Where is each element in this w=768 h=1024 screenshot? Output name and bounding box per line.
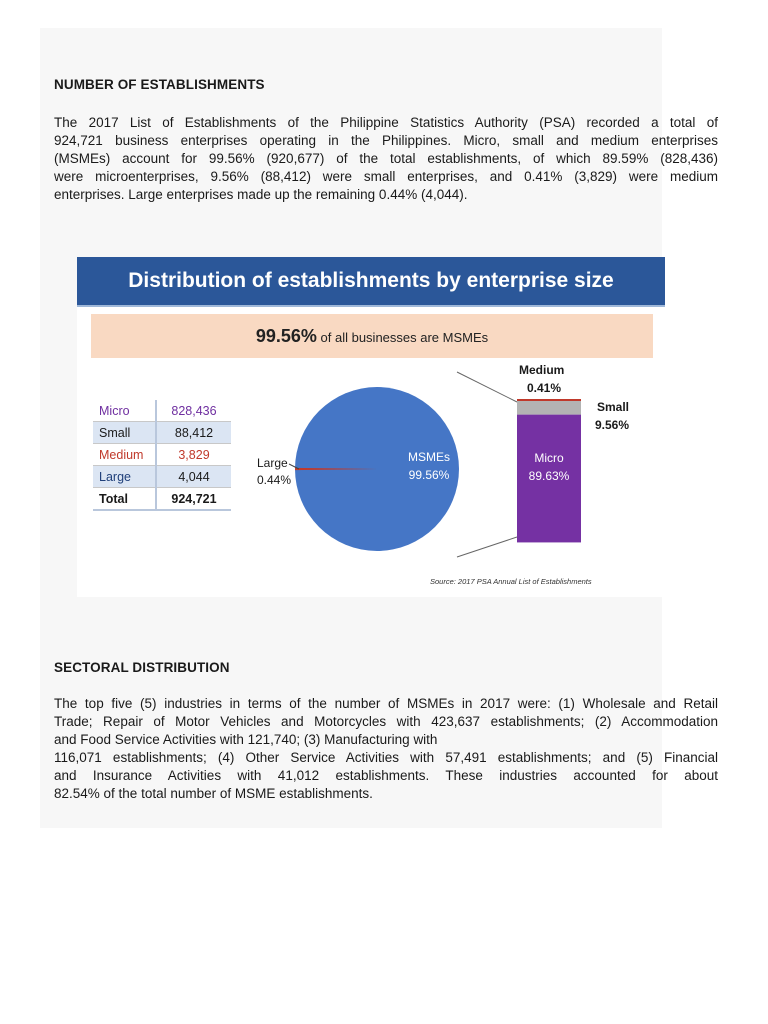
pie-value-msmes: 99.56% xyxy=(408,468,450,482)
bar-value-medium: 0.41% xyxy=(527,381,562,395)
paragraph-sectoral xyxy=(54,695,718,803)
text-line: Trade; Repair of Motor Vehicles and Motorcycles with 423,637 establishments; (2) Accommodation xyxy=(54,714,718,729)
text-line: enterprises. Large enterprises made up the remaining 0.44% (4,044). xyxy=(54,187,468,202)
table-cell-value: 88,412 xyxy=(156,422,231,444)
text-line: were microenterprises, 9.56% (88,412) were small enterprises, and 0.41% (3,829) were medium xyxy=(54,169,718,184)
pie-label-large: Large xyxy=(257,456,288,470)
bar-label-small: Small xyxy=(597,400,630,414)
table-cell-label: Small xyxy=(93,422,156,444)
paragraph-establishments xyxy=(54,114,718,204)
text-line: and Insurance Activities with 41,012 establishments. These industries accounted for about xyxy=(54,768,718,783)
pie-value-large: 0.44% xyxy=(257,473,292,487)
connector-line-bottom xyxy=(457,537,517,557)
text-line: 924,721 business enterprises operating in the Philippines. Micro, small and medium enterprises xyxy=(54,133,718,148)
section-heading-establishments: NUMBER OF ESTABLISHMENTS xyxy=(54,77,265,92)
bar-value-small: 9.56% xyxy=(595,418,630,432)
bar-value-micro: 89.63% xyxy=(528,469,570,483)
bar-segment-medium xyxy=(517,399,581,401)
msme-highlight-text: of all businesses are MSMEs xyxy=(316,330,489,345)
chart-source-note: Source: 2017 PSA Annual List of Establishments xyxy=(430,577,592,586)
table-cell-label: Total xyxy=(93,488,156,511)
table-cell-value: 4,044 xyxy=(156,466,231,488)
table-cell-label: Micro xyxy=(93,400,156,422)
bar-segment-small xyxy=(517,401,581,415)
text-line: 82.54% of the total number of MSME establishments. xyxy=(54,786,373,801)
connector-line-top xyxy=(457,372,517,402)
section-heading-sectoral: SECTORAL DISTRIBUTION xyxy=(54,660,230,675)
text-line: and Food Service Activities with 121,740; (3) Manufacturing with xyxy=(54,732,438,747)
pie-label-msmes: MSMEs xyxy=(408,450,450,464)
text-line: The top five (5) industries in terms of the number of MSMEs in 2017 were: (1) Wholesale and Retail xyxy=(54,696,718,711)
infographic-title: Distribution of establishments by enterprise size xyxy=(77,257,665,307)
table-cell-label: Large xyxy=(93,466,156,488)
msme-highlight-value: 99.56% xyxy=(255,326,317,346)
table-cell-label: Medium xyxy=(93,444,156,466)
text-line: The 2017 List of Establishments of the Philippine Statistics Authority (PSA) recorded a total of xyxy=(54,115,718,130)
table-cell-value: 828,436 xyxy=(156,400,231,422)
bar-label-micro: Micro xyxy=(534,451,564,465)
text-line: (MSMEs) account for 99.56% (920,677) of the total establishments, of which 89.59% (828,436) xyxy=(54,151,718,166)
text-line: 116,071 establishments; (4) Other Service Activities with 57,491 establishments; and (5) Financial xyxy=(54,750,718,765)
table-cell-value: 924,721 xyxy=(156,488,231,511)
pie-bar-chart xyxy=(77,257,665,597)
table-cell-value: 3,829 xyxy=(156,444,231,466)
infographic xyxy=(77,257,665,597)
bar-label-medium: Medium xyxy=(519,363,565,377)
